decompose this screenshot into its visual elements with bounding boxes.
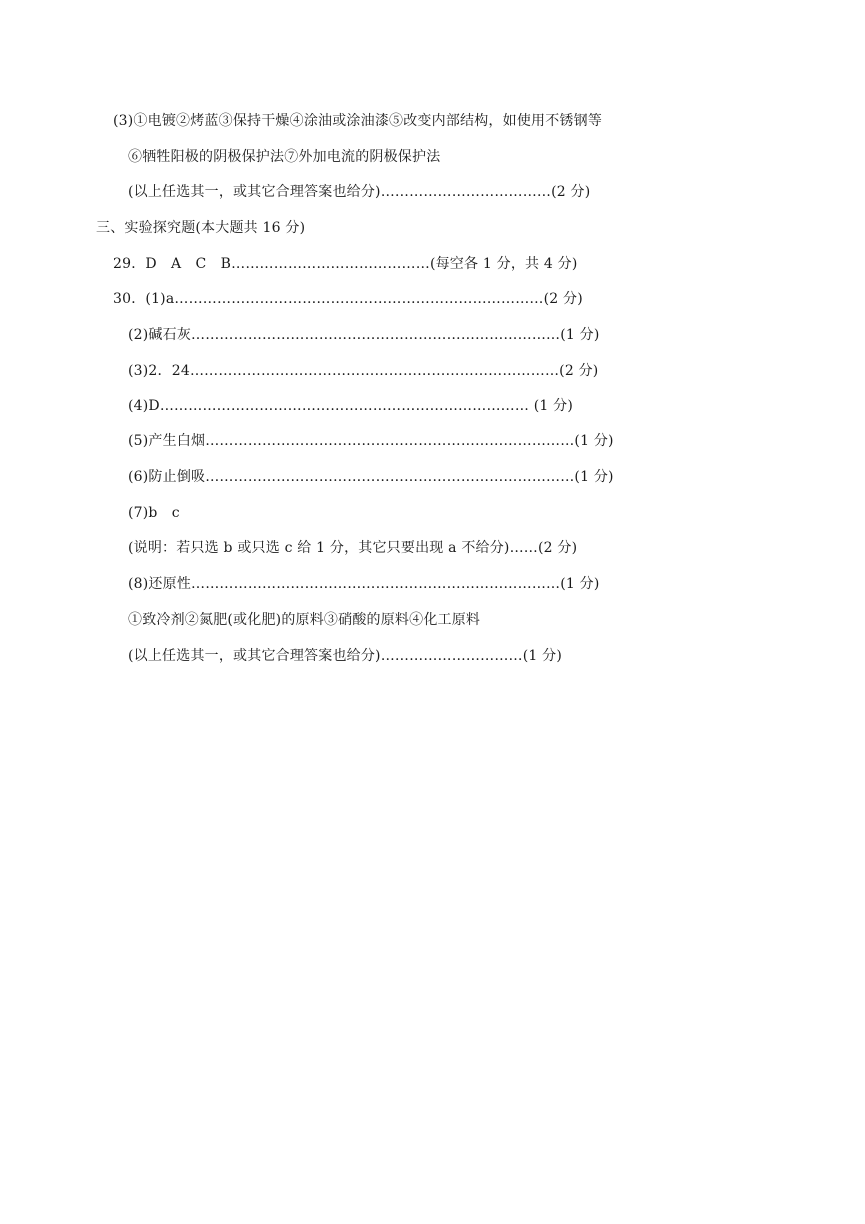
- answer-3-methods: (3)①电镀②烤蓝③保持干燥④涂油或涂油漆⑤改变内部结构，如使用不锈钢等: [113, 113, 603, 129]
- answer-30-1: 30．(1)a……………………………………………………………………(2 分): [113, 291, 583, 307]
- answer-30-7-note: (说明：若只选 b 或只选 c 给 1 分，其它只要出现 a 不给分)……(2 分): [128, 540, 578, 556]
- answer-30-5: (5)产生白烟……………………………………………………………………(1 分): [128, 433, 614, 449]
- answer-3-methods-cont: ⑥牺牲阳极的阴极保护法⑦外加电流的阴极保护法: [128, 149, 441, 165]
- answer-30-8-note: (以上任选其一，或其它合理答案也给分)…………………………(1 分): [128, 648, 563, 664]
- answer-29: 29．D A C B……………………………………(每空各 1 分，共 4 分): [113, 256, 578, 272]
- answer-30-8-uses: ①致冷剂②氮肥(或化肥)的原料③硝酸的原料④化工原料: [128, 612, 481, 628]
- section-3-heading: 三、实验探究题(本大题共 16 分): [96, 220, 306, 236]
- answer-30-8: (8)还原性……………………………………………………………………(1 分): [128, 576, 600, 592]
- answer-30-4: (4)D…………………………………………………………………… (1 分): [128, 398, 573, 414]
- answer-30-2: (2)碱石灰……………………………………………………………………(1 分): [128, 327, 600, 343]
- answer-30-3: (3)2．24……………………………………………………………………(2 分): [128, 363, 599, 379]
- answer-30-6: (6)防止倒吸……………………………………………………………………(1 分): [128, 469, 614, 485]
- answer-3-note: (以上任选其一，或其它合理答案也给分)………………………………(2 分): [128, 184, 591, 200]
- answer-30-7: (7)b c: [128, 505, 180, 521]
